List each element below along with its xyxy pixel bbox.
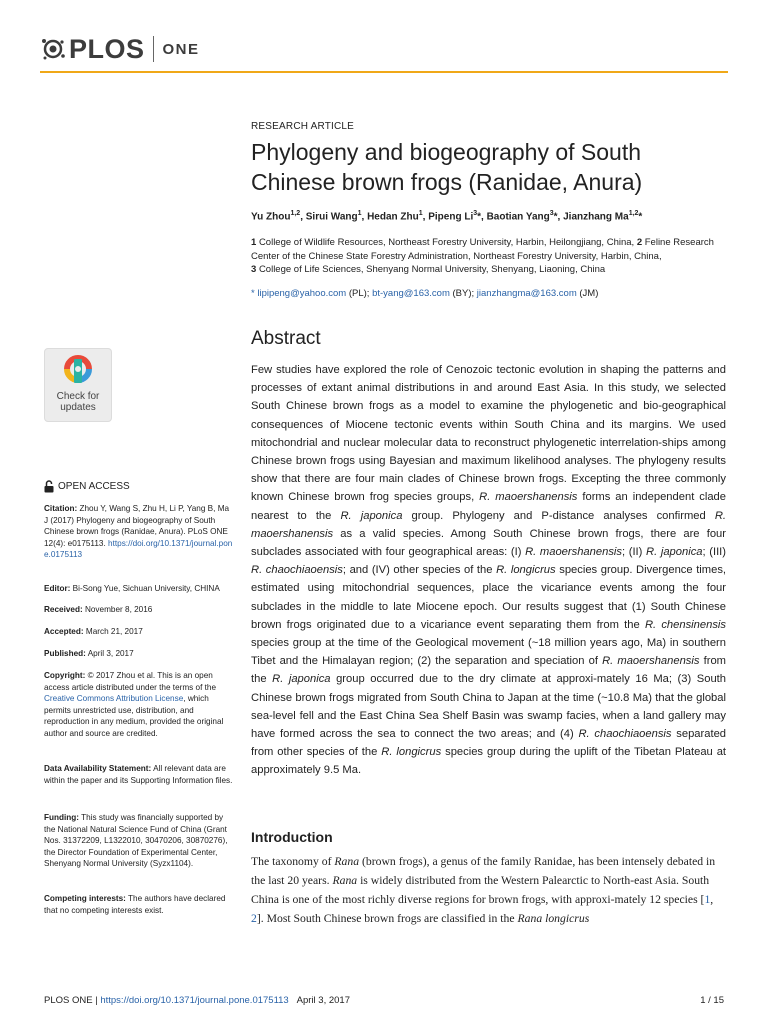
species-name: R. chensinensis (644, 618, 727, 631)
author-separator: , (300, 211, 306, 223)
abstract-text: group occurred due to the dry climate at approxi-mately 16 Ma; (3) South Chinese brown frogs migrated from South China to Japan at the time (~10.8 Ma) that the global sea-level fell and the East China Sea Shelf Basin was swamp facies, when a land gallery may have formed across the sea to connect the two areas; and (4) (251, 673, 726, 741)
introduction-body (251, 852, 726, 928)
footer-journal: PLOS ONE | (44, 995, 98, 1006)
reference-link[interactable]: 1 (704, 893, 711, 906)
data-availability-block (44, 763, 234, 786)
corresponding-emails (251, 287, 726, 300)
page-footer (44, 995, 724, 1006)
author-name[interactable]: Sirui Wang (305, 211, 358, 223)
abstract-text: ; (III) (702, 546, 727, 559)
editor-text: Bi-Song Yue, Sichuan University, CHINA (72, 584, 220, 593)
article-type: RESEARCH ARTICLE (251, 121, 355, 132)
title-line-2: Chinese brown frogs (Ranidae, Anura) (251, 169, 643, 195)
copyright-text: , which permits unrestricted use, distribution, and reproduction in any medium, provided the original author and source are credited. (44, 694, 224, 738)
citation-doi-link[interactable]: https://doi.org/10.1371/journal.pone.0175113 (44, 538, 233, 560)
logo-divider (153, 36, 154, 62)
intro-text: is widely distributed from the Western Palearctic to North-east Asia. South China is one of the most richly diverse regions for brown frogs, with approxi-mately 12 species [ (251, 874, 710, 906)
affil-text: Feline Research Center of the Chinese State Forestry Administration, Northeast Forestry University, Harbin, China, (251, 237, 714, 262)
affiliations (251, 236, 726, 277)
citation-label: Citation: (44, 504, 78, 513)
species-name: R. japonica (340, 509, 403, 522)
introduction-heading: Introduction (251, 829, 333, 845)
email-link[interactable]: bt-yang@163.com (372, 288, 450, 299)
species-name: R. longicrus (496, 564, 556, 577)
abstract-heading: Abstract (251, 328, 321, 349)
citation-block (44, 503, 234, 561)
author-list (251, 207, 726, 224)
species-name: R. chaochiaoensis (251, 564, 343, 577)
affil-number: 2 (636, 237, 643, 248)
email-link[interactable]: lipipeng@yahoo.com (257, 288, 347, 299)
author-separator: , (361, 211, 368, 223)
author-name[interactable]: Yu Zhou (251, 211, 291, 223)
check-for-updates-badge[interactable] (44, 348, 112, 422)
abstract-text: from the (251, 655, 726, 686)
editor-label: Editor: (44, 584, 71, 593)
copyright-text: © 2017 Zhou et al. This is an open access article distributed under the terms of the (44, 671, 217, 692)
intro-text: The taxonomy of (251, 855, 332, 868)
abstract-text: as a valid species. Among South Chinese brown frogs, there are four subclades associated with four geographical areas: (I) (251, 527, 727, 559)
published-block (44, 648, 234, 660)
abstract-body (251, 361, 726, 780)
license-link[interactable]: Creative Commons Attribution License (44, 694, 184, 704)
author-separator: , (422, 211, 429, 223)
author-affil-sup: 1 (357, 210, 362, 217)
abstract-text: ; and (IV) other species of the (342, 564, 493, 577)
published-label: Published: (44, 649, 86, 658)
species-name: R. longicrus (381, 746, 442, 759)
received-date: November 8, 2016 (84, 605, 153, 614)
abstract-text: Few studies have explored the role of Cenozoic tectonic evolution in shaping the patterns and processes of extant animal distributions in and around East Asia. In this study, we selected South Chinese brown frogs as a model to examine the phylogenetic and bio-geographical consequences of Miocene tectonic events within South China and its margins. We used mitochondrial and nuclear molecular data to reconstruct phylogenetic interrelation-ships among Chinese brown frogs using Bayesian and maximum likelihood analyses. The phylogeny results show that there are four main clades of Chinese brown frogs. Excepting the three commonly known Chinese brown frog species groups, (251, 364, 726, 504)
email-owner: (JM) (579, 288, 599, 299)
page-number: 1 / 15 (700, 995, 724, 1006)
abstract-text: ; (II) (622, 546, 643, 559)
abstract-text: group. Phylogeny and P-distance analyses confirmed (411, 509, 706, 522)
email-owner: (PL); (348, 288, 370, 299)
species-name: R. maoershanensis (479, 491, 578, 504)
open-lock-icon (44, 480, 54, 493)
logo-plos-text: PLOS (69, 33, 145, 64)
header-accent-rule (40, 71, 728, 73)
author-separator: *, (553, 211, 564, 223)
asterisk: * (251, 288, 255, 299)
footer-date: April 3, 2017 (296, 995, 350, 1006)
plos-logo-mark-icon (40, 36, 66, 62)
competing-text: The authors have declared that no competing interests exist. (44, 894, 226, 915)
email-link[interactable]: jianzhangma@163.com (476, 288, 577, 299)
funding-block (44, 812, 234, 870)
citation-text: Zhou Y, Wang S, Zhu H, Li P, Yang B, Ma J (2017) Phylogeny and biogeography of South Chinese brown frogs (Ranidae, Anura). PLoS ONE 12(4): e0175113. (44, 504, 230, 548)
check-updates-label: Check for updates (56, 391, 100, 413)
author-separator: * (638, 211, 643, 223)
author-name[interactable]: Jianzhang Ma (563, 211, 629, 223)
species-name: R. maoershanensis (602, 655, 700, 668)
author-affil-sup: 1 (418, 210, 423, 217)
title-line-1: Phylogeny and biogeography of South (251, 139, 642, 165)
received-label: Received: (44, 605, 83, 614)
open-access-label: OPEN ACCESS (44, 480, 234, 493)
accepted-label: Accepted: (44, 627, 84, 636)
competing-label: Competing interests: (44, 894, 126, 903)
email-owner: (BY); (452, 288, 475, 299)
intro-text: ]. Most South Chinese brown frogs are classified in the (256, 912, 515, 925)
species-group-name: Rana longicrus (517, 912, 590, 925)
funding-label: Funding: (44, 813, 80, 822)
affil-text: College of Wildlife Resources, Northeast Forestry University, Harbin, Heilongjiang, China, (258, 237, 635, 248)
author-name[interactable]: Hedan Zhu (367, 211, 419, 223)
accepted-date: March 21, 2017 (85, 627, 143, 636)
abstract-text: forms an independent clade nearest to the (251, 491, 727, 522)
author-name[interactable]: Baotian Yang (486, 211, 550, 223)
genus-name: Rana (332, 874, 358, 887)
footer-citation (44, 995, 350, 1006)
plos-one-logo[interactable] (40, 30, 200, 68)
accepted-block (44, 626, 234, 638)
species-name: R. japonica (646, 546, 703, 559)
abstract-text: separated from other species of the (251, 728, 727, 759)
intro-text: , (710, 893, 714, 906)
genus-name: Rana (334, 855, 360, 868)
footer-doi-link[interactable]: https://doi.org/10.1371/journal.pone.0175113 (100, 995, 289, 1006)
species-name: R. maoershanensis (525, 546, 622, 559)
affil-number: 1 (251, 237, 257, 248)
article-title (251, 137, 726, 197)
author-affil-sup: 3 (549, 210, 554, 217)
abstract-text: species group. Divergence times, estimated using mitochondrial sequences, place the vicariance events among the four subclades in the middle to late Miocene epoch. Our results suggest that (1) South Chinese brown frogs originated due to a vicariance event separating them from the (251, 564, 727, 631)
funding-text: This study was financially supported by the National Natural Science Fund of China (Grant Nos. 31372209, L1322010, 30470206, 30870276), the Director Foundation of Experimental Center, Shenyang Normal University (Syzx1104). (44, 813, 228, 869)
author-affil-sup: 1,2 (628, 210, 639, 217)
editor-block (44, 583, 234, 595)
reference-link[interactable]: 2 (251, 912, 257, 925)
data-availability-text: All relevant data are within the paper and its Supporting Information files. (44, 764, 233, 785)
intro-text: (brown frogs), a genus of the family Ranidae, has been intensely debated in the last 20 years. (251, 855, 716, 887)
author-affil-sup: 3 (473, 210, 478, 217)
received-block (44, 604, 234, 616)
author-affil-sup: 1,2 (290, 210, 301, 217)
species-name: R. chaochiaoensis (578, 728, 672, 741)
crossmark-icon (63, 353, 93, 389)
data-availability-label: Data Availability Statement: (44, 764, 152, 773)
published-date: April 3, 2017 (87, 649, 134, 658)
affil-text: College of Life Sciences, Shenyang Normal University, Shenyang, Liaoning, China (258, 264, 606, 275)
affil-number: 3 (251, 264, 257, 275)
copyright-block (44, 670, 234, 740)
abstract-text: species group during the uplift of the Tibetan Plateau at approximately 9.5 Ma. (251, 746, 727, 777)
competing-interests-block (44, 893, 234, 916)
species-name: R. maoershanensis (251, 509, 726, 540)
author-separator: *, (477, 211, 487, 223)
author-name[interactable]: Pipeng Li (428, 211, 474, 223)
abstract-text: species group at the time of the Geological movement (~18 million years ago, Ma) in southern Tibet and the Himalayan region; (2) the separation and speciation of (251, 637, 726, 668)
copyright-label: Copyright: (44, 671, 86, 680)
logo-journal-text: ONE (162, 40, 200, 58)
species-name: R. japonica (272, 673, 331, 686)
